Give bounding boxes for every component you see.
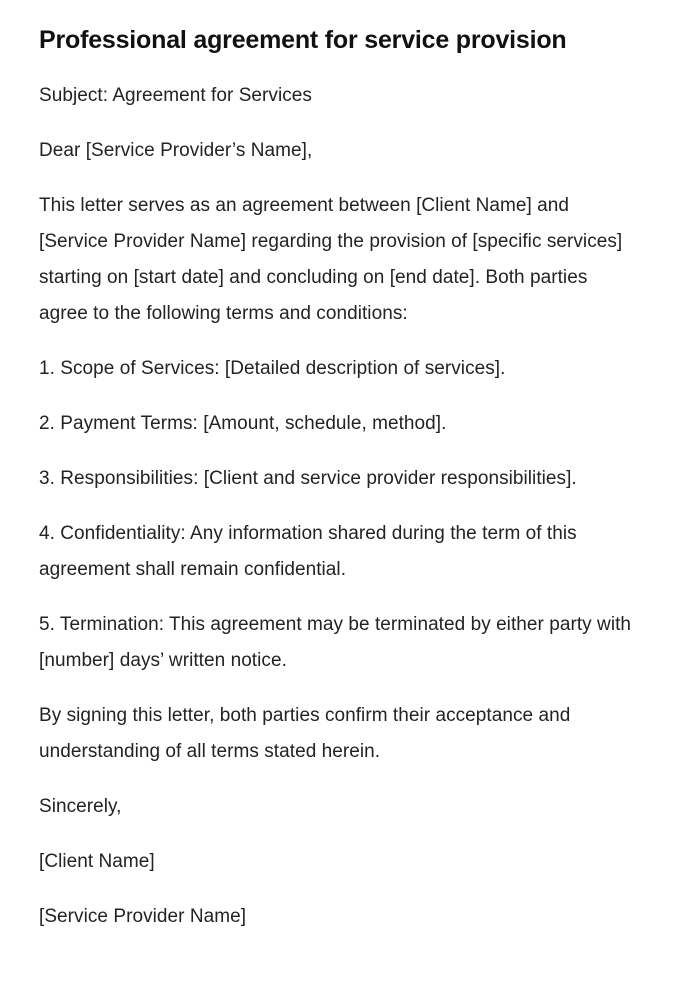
paragraph-term-termination: 5. Termination: This agreement may be terminated by either party with [number] days’ written notice. bbox=[39, 614, 632, 671]
signature-service-provider-name: [Service Provider Name] bbox=[39, 906, 247, 927]
paragraph-closing: Sincerely, bbox=[39, 796, 122, 817]
paragraph-term-scope-of-services: 1. Scope of Services: [Detailed description of services]. bbox=[39, 358, 506, 379]
paragraph-acceptance: By signing this letter, both parties confirm their acceptance and understanding of all terms stated herein. bbox=[39, 705, 571, 762]
paragraph-salutation: Dear [Service Provider’s Name], bbox=[39, 140, 313, 161]
document-body bbox=[39, 78, 633, 935]
paragraph-term-payment-terms: 2. Payment Terms: [Amount, schedule, method]. bbox=[39, 413, 447, 434]
paragraph-term-confidentiality: 4. Confidentiality: Any information shared during the term of this agreement shall remain confidential. bbox=[39, 523, 577, 580]
page-title: Professional agreement for service provision bbox=[39, 26, 567, 54]
paragraph-introduction: This letter serves as an agreement between [Client Name] and [Service Provider Name] regarding the provision of [specific services] starting on [start date] and concluding on [end date]. Both parties agree to the following terms and conditions: bbox=[39, 195, 623, 324]
signature-client-name: [Client Name] bbox=[39, 851, 155, 872]
paragraph-term-responsibilities: 3. Responsibilities: [Client and service provider responsibilities]. bbox=[39, 468, 577, 489]
paragraph-subject: Subject: Agreement for Services bbox=[39, 85, 312, 106]
